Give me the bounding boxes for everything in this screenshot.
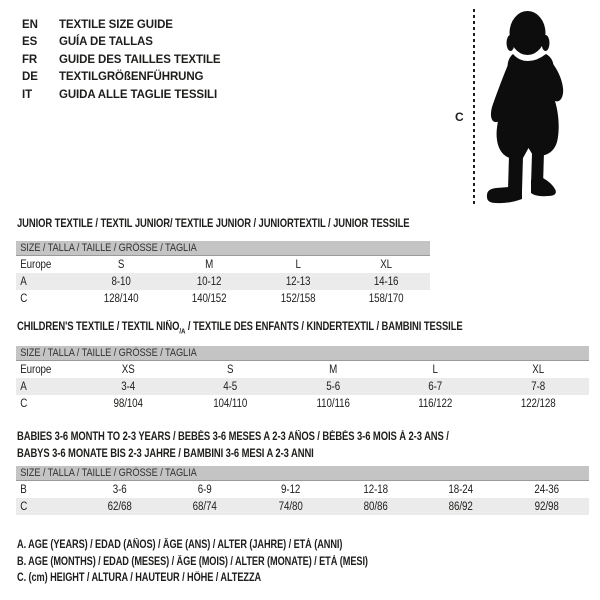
size-cell: 116/122 <box>418 397 453 410</box>
language-row <box>22 34 221 52</box>
footnotes <box>17 537 456 587</box>
size-table <box>16 256 430 307</box>
size-cell: 24-36 <box>534 483 559 496</box>
table-row <box>16 498 589 515</box>
size-cell: 14-16 <box>373 275 399 288</box>
table-row <box>16 361 589 378</box>
size-cell: M <box>205 258 214 271</box>
table-title-line <box>17 216 410 233</box>
size-cell: 6-7 <box>428 380 443 393</box>
size-cell: 5-6 <box>326 380 340 393</box>
language-header <box>22 16 221 104</box>
table-row <box>16 273 430 290</box>
size-cell: 74/80 <box>278 500 303 513</box>
language-row <box>22 69 221 87</box>
size-cell: S <box>117 258 125 271</box>
language-code: IT <box>22 88 33 101</box>
footnote-line: A. AGE (YEARS) / EDAD (AÑOS) / ÂGE (ANS) / ALTER (JAHRE) / ETÀ (ANNI) <box>17 539 343 551</box>
language-row <box>22 16 221 34</box>
title-text: / TEXTILE DES ENFANTS / KINDERTEXTIL / BAMBINI TESSILE <box>185 321 463 333</box>
row-label: A <box>20 380 27 393</box>
size-cell: 122/128 <box>520 397 556 410</box>
language-row <box>22 86 221 104</box>
size-header-text: SIZE / TALLA / TAILLE / GRÖSSE / TAGLIA <box>20 242 197 254</box>
title-text: BABIES 3-6 MONTH TO 2-3 YEARS / BEBÉS 3-6 MESES A 2-3 AÑOS / BÉBÉS 3-6 MOIS À 2-3 ANS / <box>17 431 449 443</box>
size-header-bar <box>16 241 430 256</box>
language-title: GUIDE DES TAILLES TEXTILE <box>59 53 221 66</box>
size-cell: 86/92 <box>448 500 473 513</box>
title-text: BABYS 3-6 MONATE BIS 2-3 JAHRE / BAMBINI 3-6 MESI A 2-3 ANNI <box>17 448 314 460</box>
toddler-silhouette <box>480 0 600 206</box>
size-cell: 3-6 <box>112 483 127 496</box>
table-row <box>16 290 430 307</box>
table-row <box>16 481 589 498</box>
size-cell: 110/116 <box>316 397 350 410</box>
size-cell: 10-12 <box>197 275 222 288</box>
title-text: CHILDREN'S TEXTILE / TEXTIL NIÑO <box>17 321 180 333</box>
language-title: TEXTILGRÖßENFÜHRUNG <box>59 71 204 84</box>
language-title: GUIDA ALLE TAGLIE TESSILI <box>59 88 218 101</box>
size-cell: L <box>294 258 301 271</box>
size-cell: 140/152 <box>192 292 227 305</box>
language-code: EN <box>22 18 38 31</box>
height-measure-line <box>473 9 475 206</box>
footnote-line: B. AGE (MONTHS) / EDAD (MESES) / ÂGE (MOIS) / ALTER (MONATE) / ETÀ (MESI) <box>17 555 368 568</box>
table-title-line <box>17 429 449 446</box>
row-label: Europe <box>20 363 52 376</box>
size-table <box>16 361 589 412</box>
language-code: DE <box>22 71 38 84</box>
size-cell: XL <box>531 363 544 376</box>
size-cell: 158/170 <box>368 292 404 305</box>
size-cell: 12-13 <box>285 275 310 288</box>
row-label: C <box>20 397 28 410</box>
language-title: TEXTILE SIZE GUIDE <box>59 18 173 31</box>
size-cell: 18-24 <box>448 483 474 496</box>
size-cell: 7-8 <box>530 380 545 393</box>
size-cell: 152/158 <box>280 292 315 305</box>
language-code: ES <box>22 36 38 49</box>
size-cell: 104/110 <box>213 397 248 410</box>
row-label: C <box>20 500 28 513</box>
title-text: JUNIOR TEXTILE / TEXTIL JUNIOR/ TEXTILE JUNIOR / JUNIORTEXTIL / JUNIOR TESSILE <box>17 218 410 230</box>
size-cell: 62/68 <box>107 500 132 513</box>
size-cell: 8-10 <box>111 275 131 288</box>
size-table <box>16 481 589 515</box>
table-row <box>16 378 589 395</box>
size-cell: 68/74 <box>192 500 218 513</box>
size-cell: 9-12 <box>280 483 300 496</box>
title-text: /A <box>179 326 186 336</box>
size-cell: 80/86 <box>363 500 388 513</box>
size-header-text: SIZE / TALLA / TAILLE / GRÖSSE / TAGLIA <box>20 467 197 479</box>
size-cell: 92/98 <box>534 500 559 513</box>
size-header-bar <box>16 346 589 361</box>
row-label: A <box>20 275 27 288</box>
size-cell: 3-4 <box>121 380 136 393</box>
size-cell: XL <box>379 258 392 271</box>
row-label: B <box>20 483 27 496</box>
size-cell: 12-18 <box>363 483 388 496</box>
row-label: C <box>20 292 28 305</box>
size-cell: M <box>328 363 338 376</box>
footnote-line: C. (cm) HEIGHT / ALTURA / HAUTEUR / HÖHE / ALTEZZA <box>17 572 262 584</box>
table-row <box>16 395 589 412</box>
table-title <box>17 429 544 463</box>
size-cell: 128/140 <box>103 292 139 305</box>
size-cell: 4-5 <box>223 380 238 393</box>
table-row <box>16 256 430 273</box>
height-measure-label: C <box>455 110 464 124</box>
table-title-line <box>17 446 449 463</box>
size-cell: S <box>227 363 234 376</box>
table-title <box>17 216 496 233</box>
language-title: GUÍA DE TALLAS <box>59 36 153 49</box>
size-cell: XS <box>121 363 135 376</box>
language-row <box>22 51 221 69</box>
table-title <box>17 319 560 339</box>
size-cell: 6-9 <box>198 483 212 496</box>
table-title-line <box>17 319 463 339</box>
size-cell: L <box>432 363 439 376</box>
size-cell: 98/104 <box>113 397 143 410</box>
size-header-bar <box>16 466 589 481</box>
row-label: Europe <box>20 258 52 271</box>
size-header-text: SIZE / TALLA / TAILLE / GRÖSSE / TAGLIA <box>20 347 197 359</box>
language-code: FR <box>22 53 38 66</box>
